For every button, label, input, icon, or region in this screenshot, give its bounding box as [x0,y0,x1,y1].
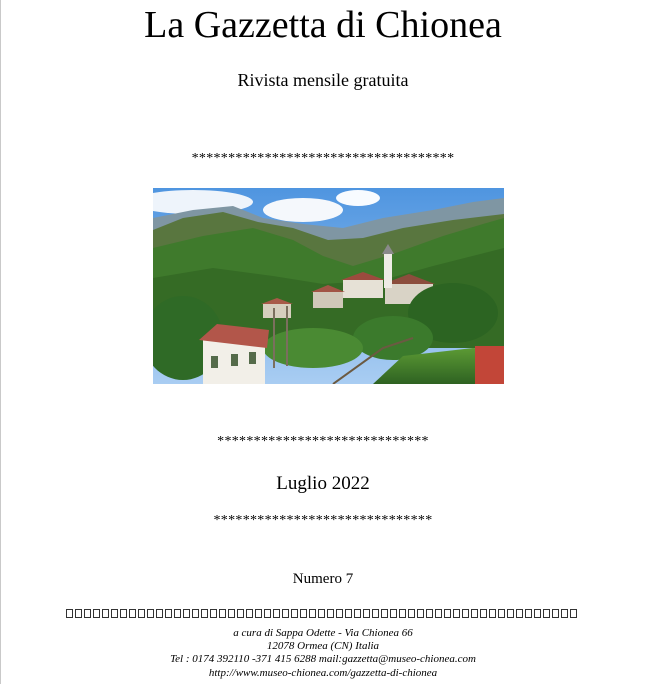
box-glyph [399,609,406,618]
separator-stars-top: ************************************ [191,151,455,166]
box-glyph [327,609,334,618]
box-glyph [570,609,577,618]
box-glyph [174,609,181,618]
box-glyph [507,609,514,618]
box-glyph [345,609,352,618]
box-glyph [156,609,163,618]
box-glyph [363,609,370,618]
box-glyph [255,609,262,618]
issue-number: Numero 7 [292,571,354,587]
box-separator [66,609,578,620]
box-glyph [426,609,433,618]
box-glyph [138,609,145,618]
issue-month: Luglio 2022 [276,473,370,494]
box-glyph [291,609,298,618]
box-glyph [237,609,244,618]
box-glyph [309,609,316,618]
box-glyph [462,609,469,618]
box-glyph [273,609,280,618]
box-glyph [129,609,136,618]
separator-stars-middle: ***************************** [217,434,429,449]
footer-contact: Tel : 0174 392110 -371 415 6288 mail:gazzetta@museo-chionea.com [170,653,476,665]
box-glyph [228,609,235,618]
box-glyph [372,609,379,618]
box-glyph [381,609,388,618]
box-glyph [120,609,127,618]
box-glyph [102,609,109,618]
box-glyph [219,609,226,618]
box-glyph [489,609,496,618]
box-glyph [192,609,199,618]
box-glyph [264,609,271,618]
box-glyph [111,609,118,618]
box-glyph [435,609,442,618]
box-glyph [534,609,541,618]
box-glyph [408,609,415,618]
box-glyph [318,609,325,618]
box-glyph [543,609,550,618]
box-glyph [336,609,343,618]
box-glyph [354,609,361,618]
box-glyph [417,609,424,618]
newsletter-subtitle: Rivista mensile gratuita [237,70,409,90]
box-glyph [516,609,523,618]
box-glyph [246,609,253,618]
box-glyph [201,609,208,618]
footer-address: 12078 Ormea (CN) Italia [266,640,380,652]
box-glyph [471,609,478,618]
box-glyph [66,609,73,618]
box-glyph [165,609,172,618]
box-glyph [453,609,460,618]
footer-website[interactable]: http://www.museo-chionea.com/gazzetta-di-chionea [208,667,438,679]
box-glyph [525,609,532,618]
box-glyph [480,609,487,618]
cover-photo [153,188,504,384]
box-glyph [498,609,505,618]
box-glyph [282,609,289,618]
box-glyph [300,609,307,618]
newsletter-title: La Gazzetta di Chionea [144,4,502,46]
box-glyph [390,609,397,618]
box-glyph [183,609,190,618]
box-glyph [210,609,217,618]
box-glyph [444,609,451,618]
box-glyph [93,609,100,618]
box-glyph [75,609,82,618]
village-landscape-image [153,188,504,384]
box-glyph [84,609,91,618]
footer-editor: a cura di Sappa Odette - Via Chionea 66 [233,627,413,639]
box-glyph [552,609,559,618]
separator-stars-lower: ****************************** [213,513,433,528]
box-glyph [147,609,154,618]
box-glyph [561,609,568,618]
